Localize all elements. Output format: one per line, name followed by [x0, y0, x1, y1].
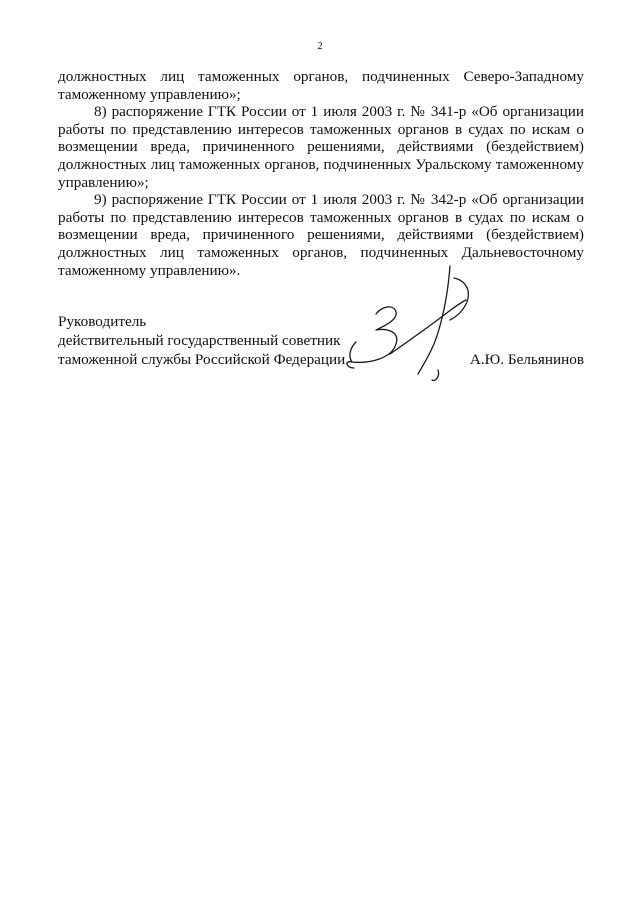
text-line: таможенному управлению».: [58, 261, 241, 279]
text-line: управлению»;: [58, 173, 149, 191]
signer-name: А.Ю. Бельянинов: [469, 351, 584, 368]
signer-position-line: Руководитель: [58, 313, 147, 330]
text-line: должностных лиц таможенных органов, подчиненных Дальневосточному: [58, 243, 584, 261]
signer-position-line: таможенной службы Российской Федерации: [58, 351, 346, 368]
text-line: должностных лиц таможенных органов, подчиненных Северо-Западному: [58, 68, 584, 85]
text-line: работы по представлению интересов таможенных органов в судах по искам о: [58, 120, 584, 138]
text-line: таможенному управлению»;: [58, 85, 241, 103]
paragraph-item-9: [58, 191, 584, 279]
text-line: работы по представлению интересов таможенных органов в судах по искам о: [58, 208, 584, 226]
text-line: возмещении вреда, причиненного решениями, действиями (бездействием): [58, 138, 584, 156]
text-line: 9) распоряжение ГТК России от 1 июля 2003 г. № 342-р «Об организации: [94, 191, 584, 209]
document-body: [58, 68, 584, 279]
page-number: 2: [317, 40, 323, 52]
signature-block: [58, 312, 584, 369]
signer-position-line: действительный государственный советник: [58, 332, 341, 349]
handwritten-signature: [330, 264, 500, 384]
text-line: должностных лиц таможенных органов, подчиненных Уральскому таможенному: [58, 155, 584, 173]
text-line: возмещении вреда, причиненного решениями, действиями (бездействием): [58, 226, 584, 244]
text-line: 8) распоряжение ГТК России от 1 июля 2003 г. № 341-р «Об организации: [94, 103, 584, 121]
paragraph-continuation: [58, 68, 584, 103]
paragraph-item-8: [58, 103, 584, 191]
